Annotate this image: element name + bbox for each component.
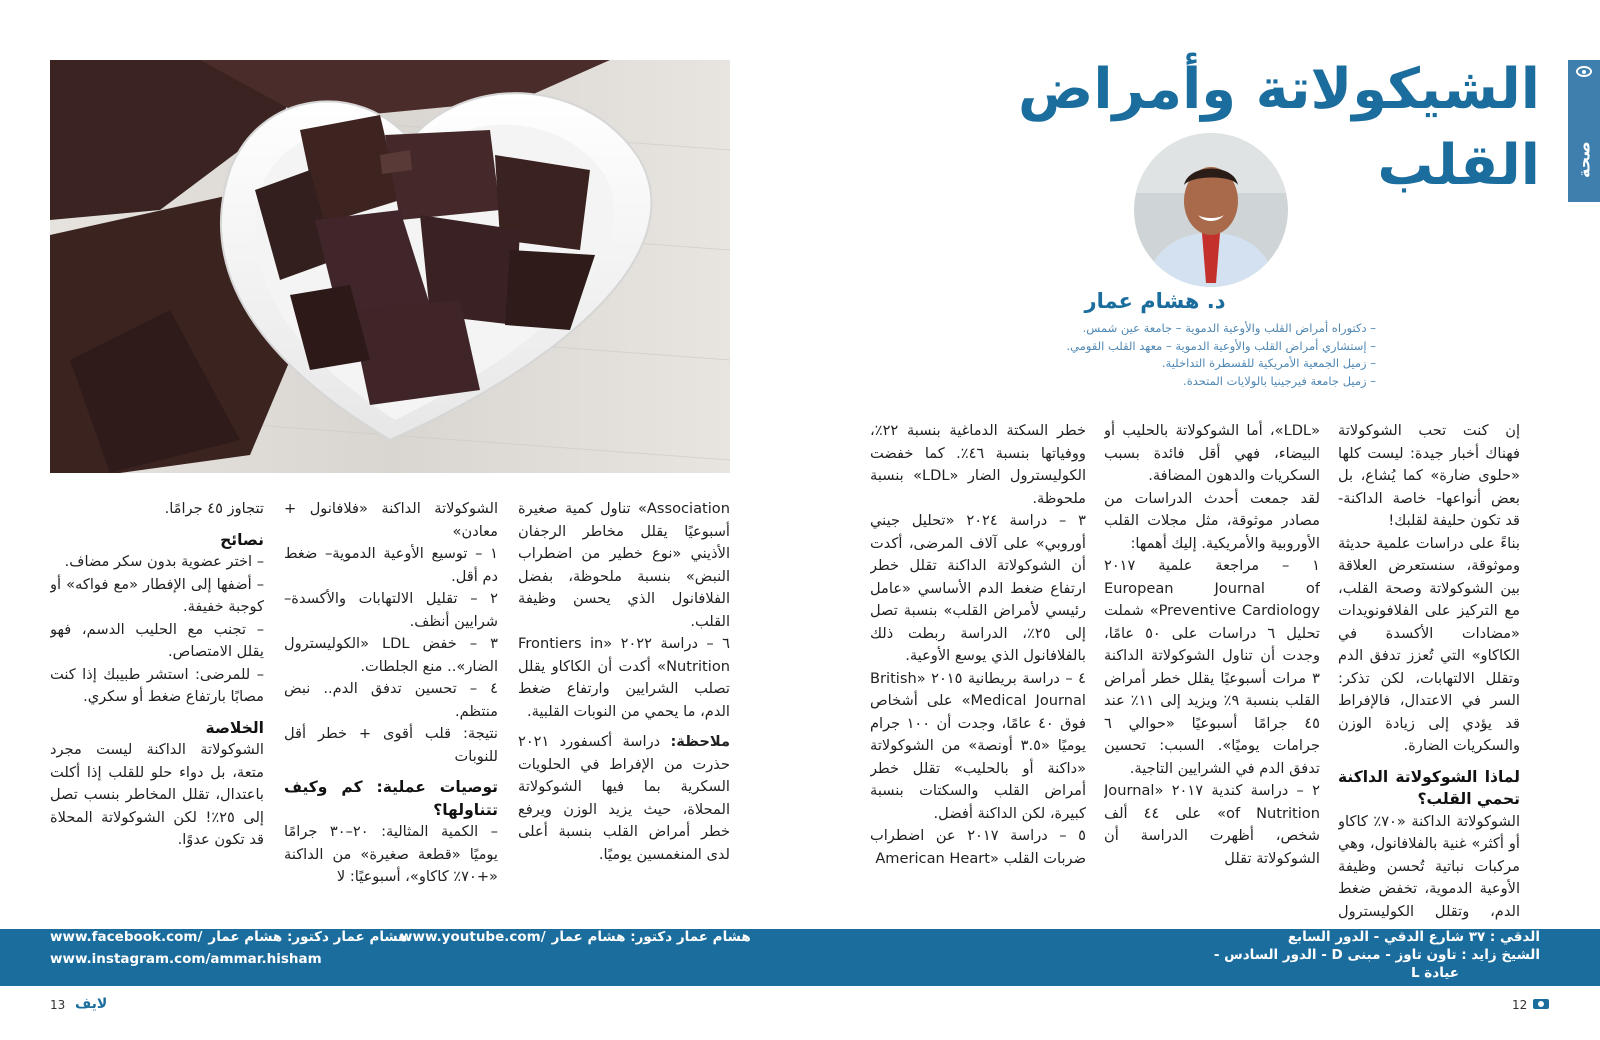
article-column-5 <box>284 498 498 925</box>
eye-icon <box>1576 66 1592 77</box>
paragraph: الشوكولاتة الداكنة «٧٠٪ كاكاو أو أكثر» غنية بالفلافانول، وهي مركبات نباتية تُحسن وظيفة الأوعية الدموية، تخفض ضغط الدم، وتقلل الكوليسترول <box>1338 812 1520 920</box>
address-line: عيادة L <box>1410 965 1459 981</box>
article-title: الشيكولاتة وأمراض القلب <box>1018 57 1540 198</box>
paragraph-gap <box>50 709 264 717</box>
paragraph: ٤ – تحسين تدفق الدم.. نبض منتظم. <box>284 680 498 720</box>
chocolate-heart-bowl-photo <box>50 60 730 473</box>
paragraph: بناءً على دراسات علمية حديثة وموثوقة، سنستعرض العلاقة بين الشوكولاتة وصحة القلب، مع التركيز على الفلافونويدات «مضادات الأكسدة في الكاكاو» التي تُعزز تدفق الدم وتقلل الالتهابات، لكن تذكر: السر في الاعتدال، فالإفراط قد يؤدي إلى زيادة الوزن والسكريات الضارة. <box>1338 534 1520 754</box>
note-paragraph <box>518 731 730 866</box>
address-line: الشيخ زايد : تاون تاوز - مبنى D - الدور السادس - <box>1213 947 1540 963</box>
footer-band <box>0 929 1600 986</box>
section-tab <box>1568 60 1600 202</box>
paragraph: Association» تناول كمية صغيرة أسبوعيًا يقلل مخاطر الرجفان الأذيني «نوع خطير من اضطراب النبض» بنسبة ملحوظة، بفضل الفلافانول الذي يحسن وظيفة القلب. <box>518 500 730 630</box>
credential-line: – زميل الجمعية الأمريكية للقسطرة التداخلية. <box>1161 356 1376 370</box>
article-column-3 <box>870 420 1086 925</box>
credential-line: – دكتوراه أمراض القلب والأوعية الدموية – جامعة عين شمس. <box>1082 321 1376 335</box>
section-label: صحة <box>1574 141 1594 179</box>
section-heading: الخلاصة <box>205 718 264 737</box>
paragraph: ١ – توسيع الأوعية الدموية– ضغط دم أقل. <box>284 545 498 585</box>
paragraph: ٣ – دراسة ٢٠٢٤ «تحليل جيني أوروبي» على آلاف المرضى، أكدت أن الشوكولاتة الداكنة تقلل خطر ارتفاع ضغط الدم الأساسي «عامل رئيسي لأمراض القلب» بنسبة تصل إلى ٢٥٪، الدراسة ربطت ذلك بالفلافانول الذي يوسع الأوعية. <box>870 512 1086 664</box>
author-avatar <box>1134 133 1288 287</box>
paragraph-gap <box>1338 758 1520 766</box>
author-portrait <box>1134 133 1288 287</box>
paragraph: ٣ – خفض LDL «الكوليسترول الضار».. منع الجلطات. <box>284 635 498 675</box>
author-credentials <box>980 320 1376 390</box>
paragraph-gap <box>50 521 264 529</box>
note-text: دراسة أكسفورد ٢٠٢١ حذرت من الإفراط في الحلويات السكرية بما فيها الشوكولاتة المحلاة، حيث يزيد الوزن ويرفع خطر أمراض القلب بنسبة أعلى لدى المنغمسين يوميًا. <box>518 733 730 863</box>
photo-illustration <box>50 60 730 473</box>
paragraph: تتجاوز ٤٥ جرامًا. <box>164 500 264 517</box>
paragraph: ٢ – دراسة كندية ٢٠١٧ «Journal of Nutrition» على ٤٤ ألف شخص، أظهرت الدراسة أن الشوكولاتة تقلل <box>1104 782 1320 867</box>
paragraph: – أضفها إلى الإفطار «مع فواكه» أو كوجبة خفيفة. <box>50 575 264 615</box>
youtube-url[interactable]: www.youtube.com/هشام عمار <box>400 929 751 945</box>
instagram-url[interactable]: www.instagram.com/ammar.hisham <box>50 951 322 967</box>
section-heading: نصائح <box>220 530 264 549</box>
paragraph: إن كنت تحب الشوكولاتة فهناك أخبار جيدة: ليست كلها «حلوى ضارة» كما يُشاع، بل بعض أنواعها- خاصة الداكنة- قد تكون حليفة لقلبك! <box>1338 422 1520 529</box>
section-heading: لماذا الشوكولاتة الداكنة تحمي القلب؟ <box>1338 767 1520 808</box>
credential-line: – إستشاري أمراض القلب والأوعية الدموية – معهد القلب القومي. <box>1066 338 1376 353</box>
note-label: ملاحظة: <box>670 733 730 750</box>
facebook-url[interactable]: www.facebook.com/هشام عمار <box>50 929 408 945</box>
paragraph: ٢ – تقليل الالتهابات والأكسدة– شرايين أنظف. <box>284 590 498 630</box>
magazine-brand: لايف <box>75 996 108 1012</box>
paragraph: ٥ – دراسة ٢٠١٧ عن اضطراب ضربات القلب «American Heart <box>870 827 1086 867</box>
paragraph: خطر السكتة الدماغية بنسبة ٢٢٪، ووفياتها بنسبة ٤٦٪. كما خفضت الكوليسترول الضار «LDL» بنسبة ملحوظة. <box>870 422 1086 507</box>
page-number-right: 12 <box>1512 998 1528 1012</box>
credential-line: – زميل جامعة فيرجينيا بالولايات المتحدة. <box>1183 373 1376 388</box>
facebook-label: دكتور: هشام عمار <box>208 929 329 945</box>
paragraph: ١ – مراجعة علمية ٢٠١٧ European Journal of Preventive Cardiology» شملت تحليل ٦ دراسات على ٥٠ عامًا، وجدت أن تناول الشوكولاتة الداكنة ٣ مرات أسبوعيًا يقلل خطر أمراض القلب بنسبة ٩٪ ويزيد إلى ١١٪ عند ٤٥ جرامًا أسبوعيًا «حوالي ٦ جرامات يوميًا». السبب: تحسين تدفق الدم في الشرايين التاجية. <box>1104 557 1320 777</box>
paragraph: الشوكولاتة الداكنة «فلافانول + معادن» <box>284 500 498 540</box>
address-line: الدقي : ٣٧ شارع الدقي - الدور السابع <box>1287 929 1540 945</box>
clinic-address <box>1200 928 1540 982</box>
article-column-1 <box>1338 420 1520 925</box>
paragraph-gap <box>518 723 730 731</box>
paragraph: نتيجة: قلب أقوى + خطر أقل للنوبات <box>284 725 498 765</box>
paragraph: «LDL»، أما الشوكولاتة بالحليب أو البيضاء، فهي أقل فائدة بسبب السكريات والدهون المضافة. <box>1104 422 1320 484</box>
section-heading: توصيات عملية: كم وكيف تتناولها؟ <box>284 778 498 819</box>
paragraph: – للمرضى: استشر طبيبك إذا كنت مصابًا بارتفاع ضغط أو سكري. <box>50 665 264 705</box>
article-column-4 <box>518 498 730 925</box>
eye-logo-icon <box>1533 999 1549 1009</box>
paragraph: – اختر عضوية بدون سكر مضاف. <box>64 553 264 570</box>
article-column-6 <box>50 498 264 925</box>
facebook-line[interactable] <box>50 927 408 948</box>
paragraph: – تجنب مع الحليب الدسم، فهو يقلل الامتصاص. <box>50 620 264 660</box>
author-name: د. هشام عمار <box>1084 289 1226 313</box>
paragraph: – الكمية المثالية: ٢٠–٣٠ جرامًا يوميًا «قطعة صغيرة» من الداكنة «+٧٠٪ كاكاو»، أسبوعيًا: لا <box>284 823 498 885</box>
paragraph-gap <box>284 768 498 776</box>
article-column-2 <box>1104 420 1320 925</box>
youtube-line[interactable] <box>400 927 751 948</box>
paragraph: ٤ – دراسة بريطانية ٢٠١٥ «British Medical Journal» على أشخاص فوق ٤٠ عامًا، وجدت أن ١٠٠ جرام يوميًا «٣.٥ أونصة» من الشوكولاتة «داكنة أو بالحليب» تقلل خطر أمراض القلب والسكتات بنسبة كبيرة، لكن الداكنة أفضل. <box>870 669 1086 822</box>
paragraph: ٦ – دراسة ٢٠٢٢ «Frontiers in Nutrition» أكدت أن الكاكاو يقلل تصلب الشرايين وارتفاع ضغط الدم، ما يحمي من النوبات القلبية. <box>518 635 730 720</box>
paragraph: الشوكولاتة الداكنة ليست مجرد متعة، بل دواء حلو للقلب إذا أكلت باعتدال، تقلل المخاطر بنسب تصل إلى ٢٥٪! لكن الشوكولاتة المحلاة قد تكون عدوًا. <box>50 741 264 848</box>
paragraph: لقد جمعت أحدث الدراسات من مصادر موثوقة، مثل مجلات القلب الأوروبية والأمريكية. إليك أهمها: <box>1104 489 1320 552</box>
youtube-label: دكتور: هشام عمار <box>551 929 673 945</box>
page-number-left: 13 <box>50 998 66 1012</box>
